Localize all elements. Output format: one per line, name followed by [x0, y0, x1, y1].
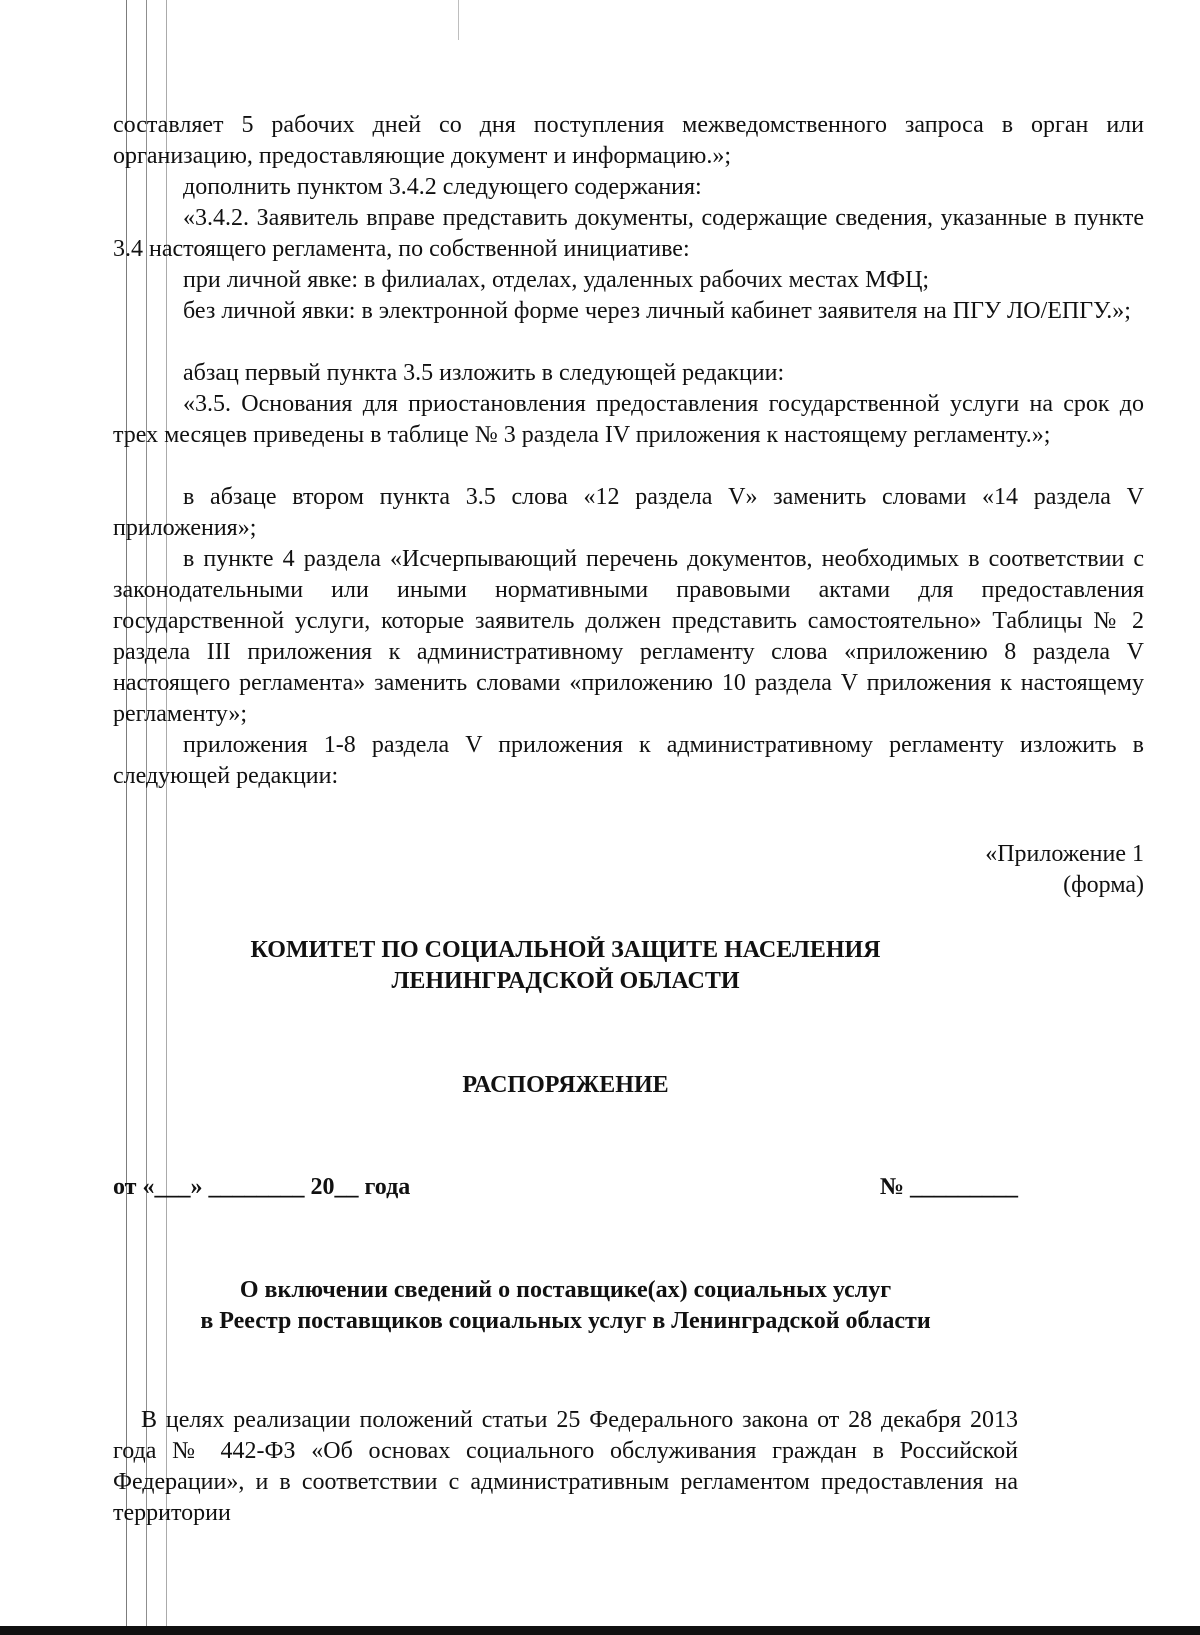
org-line-2: ЛЕНИНГРАДСКОЙ ОБЛАСТИ: [391, 968, 740, 994]
org-name: [113, 935, 1018, 997]
subject-line-1: О включении сведений о поставщике(ах) социальных услуг: [239, 1277, 892, 1303]
order-subject: [113, 1275, 1018, 1337]
appendix-header: [985, 839, 1144, 901]
date-field: от «___» ________ 20__ года: [113, 1174, 411, 1200]
paragraph: в пункте 4 раздела «Исчерпывающий перечень документов, необходимых в соответствии с законодательными или иными нормативными правовыми актами для предоставления государственной услуги, которые заявитель должен представить самостоятельно» Таблицы № 2 раздела III приложения к административному регламенту слова «приложению 8 раздела V настоящего регламента» заменить словами «приложению 10 раздела V приложения к настоящему регламенту»;: [113, 546, 1144, 727]
scan-bottom-edge: [0, 1626, 1200, 1635]
number-field: № _________: [879, 1174, 1018, 1200]
paragraph: «3.4.2. Заявитель вправе представить документы, содержащие сведения, указанные в пункте 3.4 настоящего регламента, по собственной инициативе:: [113, 205, 1144, 262]
paragraph: абзац первый пункта 3.5 изложить в следующей редакции:: [183, 360, 785, 386]
paragraph: «3.5. Основания для приостановления предоставления государственной услуги на срок до трех месяцев приведены в таблице № 3 раздела IV приложения к настоящему регламенту.»;: [113, 391, 1144, 448]
subject-line-2: в Реестр поставщиков социальных услуг в Ленинградской области: [200, 1308, 931, 1334]
paragraph: дополнить пунктом 3.4.2 следующего содержания:: [183, 174, 702, 200]
org-line-1: КОМИТЕТ ПО СОЦИАЛЬНОЙ ЗАЩИТЕ НАСЕЛЕНИЯ: [250, 937, 881, 963]
paragraph: приложения 1-8 раздела V приложения к административному регламенту изложить в следующей редакции:: [113, 732, 1144, 789]
appendix-form: (форма): [1063, 872, 1144, 898]
paragraph: в абзаце втором пункта 3.5 слова «12 раздела V» заменить словами «14 раздела V приложения»;: [113, 484, 1144, 541]
preamble-paragraph: В целях реализации положений статьи 25 Федерального закона от 28 декабря 2013 года № 442-ФЗ «Об основах социального обслуживания граждан в Российской Федерации», и в соответствии с административным регламентом предоставления на территории: [113, 1407, 1018, 1526]
paragraph: при личной явке: в филиалах, отделах, удаленных рабочих местах МФЦ;: [183, 267, 930, 293]
doc-type: РАСПОРЯЖЕНИЕ: [462, 1072, 669, 1098]
scan-artifact-line: [458, 0, 459, 40]
paragraph: без личной явки: в электронной форме через личный кабинет заявителя на ПГУ ЛО/ЕПГУ.»;: [183, 298, 1131, 324]
paragraph-continuation: составляет 5 рабочих дней со дня поступления межведомственного запроса в орган или организацию, предоставляющие документ и информацию.»;: [113, 112, 1144, 169]
appendix-label: «Приложение 1: [985, 841, 1144, 867]
